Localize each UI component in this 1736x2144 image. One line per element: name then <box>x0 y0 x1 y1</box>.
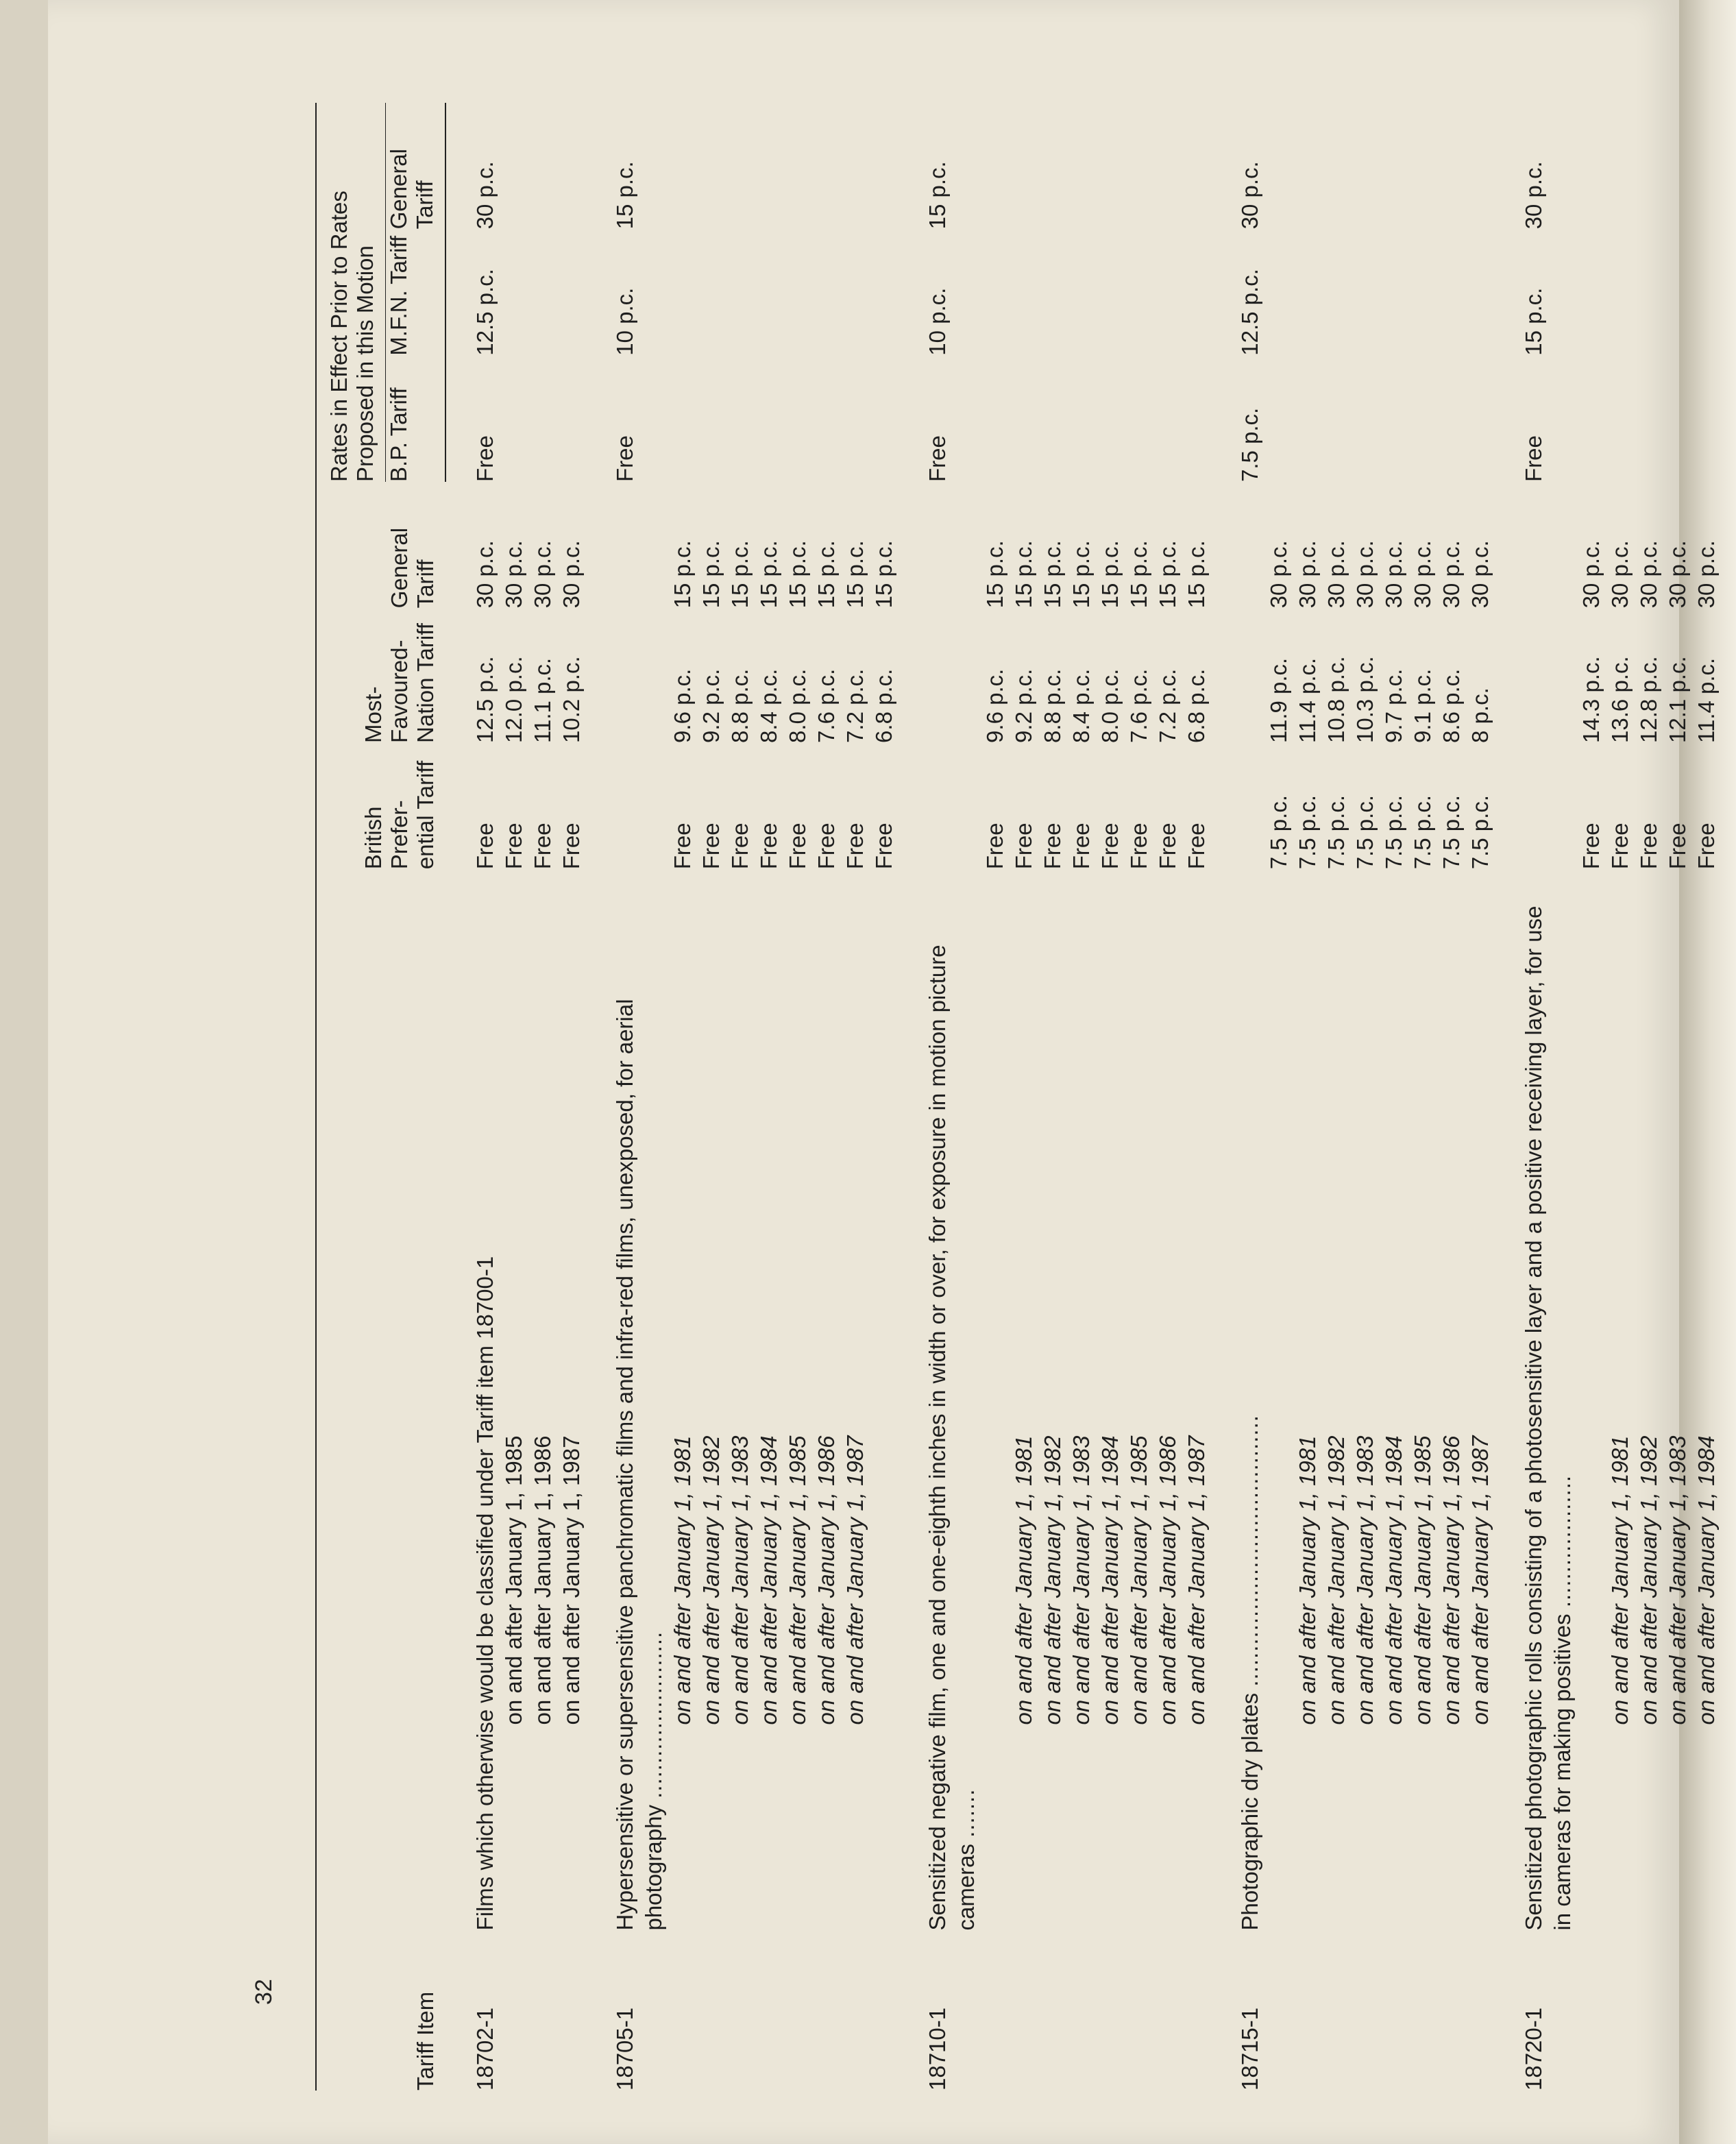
bpt-rate: Free <box>982 823 1007 870</box>
table-row <box>923 103 981 2091</box>
rotated-tariff-table-container <box>315 103 1719 2091</box>
table-row <box>841 103 870 2091</box>
bpt-rate: Free <box>698 823 724 870</box>
bpt-rate: Free <box>871 823 896 870</box>
header-mfn-label: Most- Favoured- Nation Tariff <box>360 623 438 743</box>
prior-gen-rate: 15 p.c. <box>925 161 950 230</box>
table-row <box>1236 103 1264 2091</box>
general-rate: 30 p.c. <box>1266 540 1291 609</box>
prior-gen-rate: 30 p.c. <box>1521 161 1546 230</box>
header-bp-prior <box>386 356 446 482</box>
dot-leader: ....... <box>953 1788 979 1838</box>
general-rate: 15 p.c. <box>871 540 896 609</box>
general-rate: 15 p.c. <box>1068 540 1094 609</box>
general-rate: 15 p.c. <box>727 540 753 609</box>
mfn-rate: 9.6 p.c. <box>670 668 695 743</box>
table-row <box>1635 103 1663 2091</box>
header-gen-prior-label: General Tariff <box>386 149 437 230</box>
mfn-rate: 11.4 p.c. <box>1694 657 1719 743</box>
mfn-rate: 12.5 p.c. <box>472 656 498 743</box>
mfn-rate: 8.0 p.c. <box>785 668 810 743</box>
bpt-rate: Free <box>1011 823 1036 870</box>
date-label: on and after January 1, 1984 <box>756 1435 781 1725</box>
general-rate: 30 p.c. <box>1381 540 1406 609</box>
bpt-rate: Free <box>1155 823 1180 870</box>
date-label: on and after January 1, 1987 <box>1184 1435 1209 1725</box>
table-row <box>1663 103 1692 2091</box>
header-tariff-item <box>316 1931 445 2091</box>
date-label: on and after January 1, 1982 <box>1636 1435 1661 1725</box>
table-row <box>981 103 1010 2091</box>
bpt-rate: Free <box>501 823 526 870</box>
header-bp-prior-label: B.P. Tariff <box>386 387 411 483</box>
date-label <box>981 869 1010 1930</box>
table-row <box>697 103 726 2091</box>
general-rate: 30 p.c. <box>1467 540 1493 609</box>
item-description <box>923 869 981 1930</box>
bpt-rate: Free <box>727 823 753 870</box>
table-row <box>870 103 898 2091</box>
table-row <box>500 103 528 2091</box>
table-row <box>1322 103 1351 2091</box>
header-general-label: General Tariff <box>387 527 438 609</box>
date-label: on and after January 1, 1987 <box>1467 1435 1493 1725</box>
tariff-item-code: 18705-1 <box>612 2007 637 2091</box>
mfn-rate: 8.8 p.c. <box>727 668 753 743</box>
header-bpt-label: British Prefer- ential Tariff <box>360 760 438 870</box>
table-row <box>1125 103 1153 2091</box>
bpt-rate: 7.5 p.c. <box>1266 795 1291 870</box>
bpt-rate: 7.5 p.c. <box>1410 795 1435 870</box>
item-description <box>1236 869 1264 1930</box>
tariff-item-code: 18702-1 <box>472 2007 498 2091</box>
bpt-rate: Free <box>1097 823 1123 870</box>
prior-gen-rate: 30 p.c. <box>1237 161 1262 230</box>
general-rate: 30 p.c. <box>472 540 498 609</box>
bpt-rate: Free <box>559 823 584 870</box>
date-label: on and after January 1, 1982 <box>1323 1435 1349 1725</box>
header-description <box>316 869 445 1930</box>
bpt-rate: Free <box>1665 823 1690 870</box>
item-description <box>611 869 668 1930</box>
prior-bp-rate: Free <box>472 435 498 483</box>
bpt-rate: 7.5 p.c. <box>1352 795 1378 870</box>
mfn-rate: 12.0 p.c. <box>501 656 526 743</box>
table-row <box>1408 103 1437 2091</box>
mfn-rate: 11.9 p.c. <box>1266 657 1291 743</box>
mfn-rate: 12.1 p.c. <box>1665 656 1690 743</box>
bpt-rate: 7.5 p.c. <box>1439 795 1464 870</box>
header-rates-prior <box>316 103 386 482</box>
table-body <box>445 103 1721 2091</box>
date-label: on and after January 1, 1983 <box>727 1435 753 1725</box>
date-label: on and after January 1, 1983 <box>1665 1435 1690 1725</box>
general-rate: 15 p.c. <box>698 540 724 609</box>
header-bpt <box>316 743 445 869</box>
general-rate: 15 p.c. <box>1155 540 1180 609</box>
table-row <box>1153 103 1182 2091</box>
date-label: on and after January 1, 1984 <box>1694 1435 1719 1725</box>
bpt-rate: Free <box>530 823 555 870</box>
prior-mfn-rate: 10 p.c. <box>612 287 637 356</box>
table-row <box>1519 103 1577 2091</box>
tariff-item-code: 18715-1 <box>1237 2007 1262 2091</box>
date-label: on and after January 1, 1985 <box>785 1435 810 1725</box>
bpt-rate: 7.5 p.c. <box>1323 795 1349 870</box>
bpt-rate: Free <box>670 823 695 870</box>
general-rate: 15 p.c. <box>1011 540 1036 609</box>
tariff-table <box>315 103 1721 2091</box>
mfn-rate: 10.2 p.c. <box>559 656 584 743</box>
header-tariff-item-label: Tariff Item <box>413 1991 438 2091</box>
mfn-rate: 9.6 p.c. <box>982 668 1007 743</box>
date-label: on and after January 1, 1984 <box>1097 1435 1123 1725</box>
prior-bp-rate: Free <box>1521 435 1546 483</box>
tariff-item-code: 18720-1 <box>1521 2007 1546 2091</box>
bpt-rate: Free <box>1184 823 1209 870</box>
table-row <box>1293 103 1322 2091</box>
mfn-rate: 11.4 p.c. <box>1295 657 1320 743</box>
table-row <box>611 103 668 2091</box>
date-label: on and after January 1, 1987 <box>842 1435 868 1725</box>
general-rate: 15 p.c. <box>670 540 695 609</box>
bpt-rate: Free <box>1607 823 1633 870</box>
table-row <box>557 103 586 2091</box>
date-label: on and after January 1, 1986 <box>1155 1435 1180 1725</box>
mfn-rate: 6.8 p.c. <box>871 668 896 743</box>
general-rate: 30 p.c. <box>1410 540 1435 609</box>
table-row <box>1264 103 1293 2091</box>
date-label: on and after January 1, 1986 <box>814 1435 839 1725</box>
header-mfn-prior <box>386 229 446 355</box>
mfn-rate: 11.1 p.c. <box>530 657 555 743</box>
bpt-rate: Free <box>472 823 498 870</box>
prior-bp-rate: Free <box>925 435 950 483</box>
general-rate: 30 p.c. <box>559 540 584 609</box>
date-label <box>1264 869 1293 1930</box>
mfn-rate: 13.6 p.c. <box>1607 656 1633 743</box>
general-rate: 30 p.c. <box>1636 540 1661 609</box>
mfn-rate: 8.8 p.c. <box>1040 668 1065 743</box>
date-label: on and after January 1, 1981 <box>1295 1435 1320 1725</box>
table-row <box>668 103 697 2091</box>
general-rate: 30 p.c. <box>530 540 555 609</box>
header-mfn-prior-label: M.F.N. Tariff <box>386 235 411 356</box>
mfn-rate: 8 p.c. <box>1467 687 1493 743</box>
page-number: 32 <box>251 1979 277 2005</box>
general-rate: 15 p.c. <box>982 540 1007 609</box>
table-row <box>1096 103 1125 2091</box>
mfn-rate: 8.6 p.c. <box>1439 668 1464 743</box>
general-rate: 30 p.c. <box>1578 540 1604 609</box>
date-label: on and after January 1, 1985 <box>501 1435 526 1725</box>
mfn-rate: 8.4 p.c. <box>1068 668 1094 743</box>
prior-mfn-rate: 15 p.c. <box>1521 287 1546 356</box>
mfn-rate: 14.3 p.c. <box>1578 656 1604 743</box>
header-mfn <box>316 608 445 743</box>
table-row <box>1067 103 1096 2091</box>
table-row <box>1437 103 1466 2091</box>
bpt-rate: Free <box>1126 823 1151 870</box>
general-rate: 30 p.c. <box>1352 540 1378 609</box>
general-rate: 30 p.c. <box>1665 540 1690 609</box>
general-rate: 30 p.c. <box>1607 540 1633 609</box>
general-rate: 15 p.c. <box>785 540 810 609</box>
mfn-rate: 7.6 p.c. <box>1126 668 1151 743</box>
item-description-text: Sensitized negative film, one and one-eighth inches in width or over, for exposure in motion picture cameras <box>925 945 979 1931</box>
date-label <box>1577 869 1606 1930</box>
mfn-rate: 9.2 p.c. <box>698 668 724 743</box>
item-description <box>1519 869 1577 1930</box>
table-row <box>1351 103 1380 2091</box>
table-row <box>1010 103 1038 2091</box>
general-rate: 15 p.c. <box>1126 540 1151 609</box>
mfn-rate: 8.0 p.c. <box>1097 668 1123 743</box>
general-rate: 30 p.c. <box>501 540 526 609</box>
date-label: on and after January 1, 1982 <box>698 1435 724 1725</box>
mfn-rate: 9.7 p.c. <box>1381 668 1406 743</box>
date-label: on and after January 1, 1983 <box>1352 1435 1378 1725</box>
mfn-rate: 7.2 p.c. <box>1155 668 1180 743</box>
table-row <box>755 103 783 2091</box>
general-rate: 15 p.c. <box>814 540 839 609</box>
item-description-text: Photographic dry plates <box>1237 1692 1262 1931</box>
table-row <box>1038 103 1067 2091</box>
date-label: on and after January 1, 1983 <box>1068 1435 1094 1725</box>
prior-mfn-rate: 12.5 p.c. <box>472 269 498 356</box>
mfn-rate: 7.2 p.c. <box>842 668 868 743</box>
mfn-rate: 10.3 p.c. <box>1352 656 1378 743</box>
header-general <box>316 482 445 608</box>
mfn-rate: 6.8 p.c. <box>1184 668 1209 743</box>
table-row <box>1466 103 1495 2091</box>
bpt-rate: Free <box>1068 823 1094 870</box>
date-label <box>870 869 898 1930</box>
bpt-rate: Free <box>756 823 781 870</box>
mfn-rate: 9.1 p.c. <box>1410 668 1435 743</box>
bpt-rate: 7.5 p.c. <box>1467 795 1493 870</box>
bpt-rate: Free <box>1578 823 1604 870</box>
prior-bp-rate: Free <box>612 435 637 483</box>
date-label: on and after January 1, 1984 <box>1381 1435 1406 1725</box>
general-rate: 15 p.c. <box>756 540 781 609</box>
bpt-rate: Free <box>1040 823 1065 870</box>
prior-mfn-rate: 10 p.c. <box>925 287 950 356</box>
prior-bp-rate: 7.5 p.c. <box>1237 407 1262 483</box>
general-rate: 30 p.c. <box>1295 540 1320 609</box>
general-rate: 30 p.c. <box>1694 540 1719 609</box>
header-gen-prior <box>386 103 446 229</box>
bpt-rate: Free <box>1636 823 1661 870</box>
date-label: on and after January 1, 1981 <box>1011 1435 1036 1725</box>
mfn-rate: 12.8 p.c. <box>1636 656 1661 743</box>
bpt-rate: Free <box>1694 823 1719 870</box>
table-row <box>1182 103 1211 2091</box>
table-row <box>1380 103 1408 2091</box>
general-rate: 15 p.c. <box>1184 540 1209 609</box>
bpt-rate: Free <box>842 823 868 870</box>
date-label: on and after January 1, 1985 <box>1126 1435 1151 1725</box>
mfn-rate: 7.6 p.c. <box>814 668 839 743</box>
table-row <box>471 103 500 2091</box>
item-description: Films which otherwise would be classified under Tariff item 18700-1 <box>472 1256 498 1931</box>
date-label: on and after January 1, 1982 <box>1040 1435 1065 1725</box>
prior-mfn-rate: 12.5 p.c. <box>1237 269 1262 356</box>
table-row <box>1692 103 1721 2091</box>
date-label: on and after January 1, 1985 <box>1410 1435 1435 1725</box>
prior-gen-rate: 15 p.c. <box>612 161 637 230</box>
bpt-rate: 7.5 p.c. <box>1381 795 1406 870</box>
general-rate: 30 p.c. <box>1439 540 1464 609</box>
dot-leader: ........................ <box>641 1631 666 1799</box>
date-label: on and after January 1, 1981 <box>1607 1435 1633 1725</box>
date-label: on and after January 1, 1987 <box>559 1435 584 1725</box>
tariff-item-code: 18710-1 <box>925 2007 950 2091</box>
table-row <box>726 103 755 2091</box>
table-row <box>528 103 557 2091</box>
date-label: on and after January 1, 1986 <box>1439 1435 1464 1725</box>
table-row <box>1606 103 1635 2091</box>
prior-gen-rate: 30 p.c. <box>472 161 498 230</box>
mfn-rate: 10.8 p.c. <box>1323 656 1349 743</box>
mfn-rate: 8.4 p.c. <box>756 668 781 743</box>
dot-leader: ....................................... <box>1237 1415 1262 1687</box>
bpt-rate: Free <box>785 823 810 870</box>
header-rates-prior-label: Rates in Effect Prior to Rates Proposed in this Motion <box>326 191 378 483</box>
item-description-text: Hypersensitive or supersensitive panchromatic films and infra-red films, unexposed, for aerial photography <box>612 999 666 1931</box>
bpt-rate: Free <box>814 823 839 870</box>
item-description-text: Sensitized photographic rolls consisting of a photosensitive layer and a positive receiving layer, for use in cameras for making positives <box>1521 905 1575 1931</box>
mfn-rate: 9.2 p.c. <box>1011 668 1036 743</box>
dot-leader: ................... <box>1550 1474 1575 1608</box>
general-rate: 30 p.c. <box>1323 540 1349 609</box>
general-rate: 15 p.c. <box>842 540 868 609</box>
bpt-rate: 7.5 p.c. <box>1295 795 1320 870</box>
general-rate: 15 p.c. <box>1097 540 1123 609</box>
general-rate: 15 p.c. <box>1040 540 1065 609</box>
table-row <box>783 103 812 2091</box>
date-label: on and after January 1, 1981 <box>670 1435 695 1725</box>
date-label: on and after January 1, 1986 <box>530 1435 555 1725</box>
table-row <box>812 103 841 2091</box>
table-row <box>1577 103 1606 2091</box>
